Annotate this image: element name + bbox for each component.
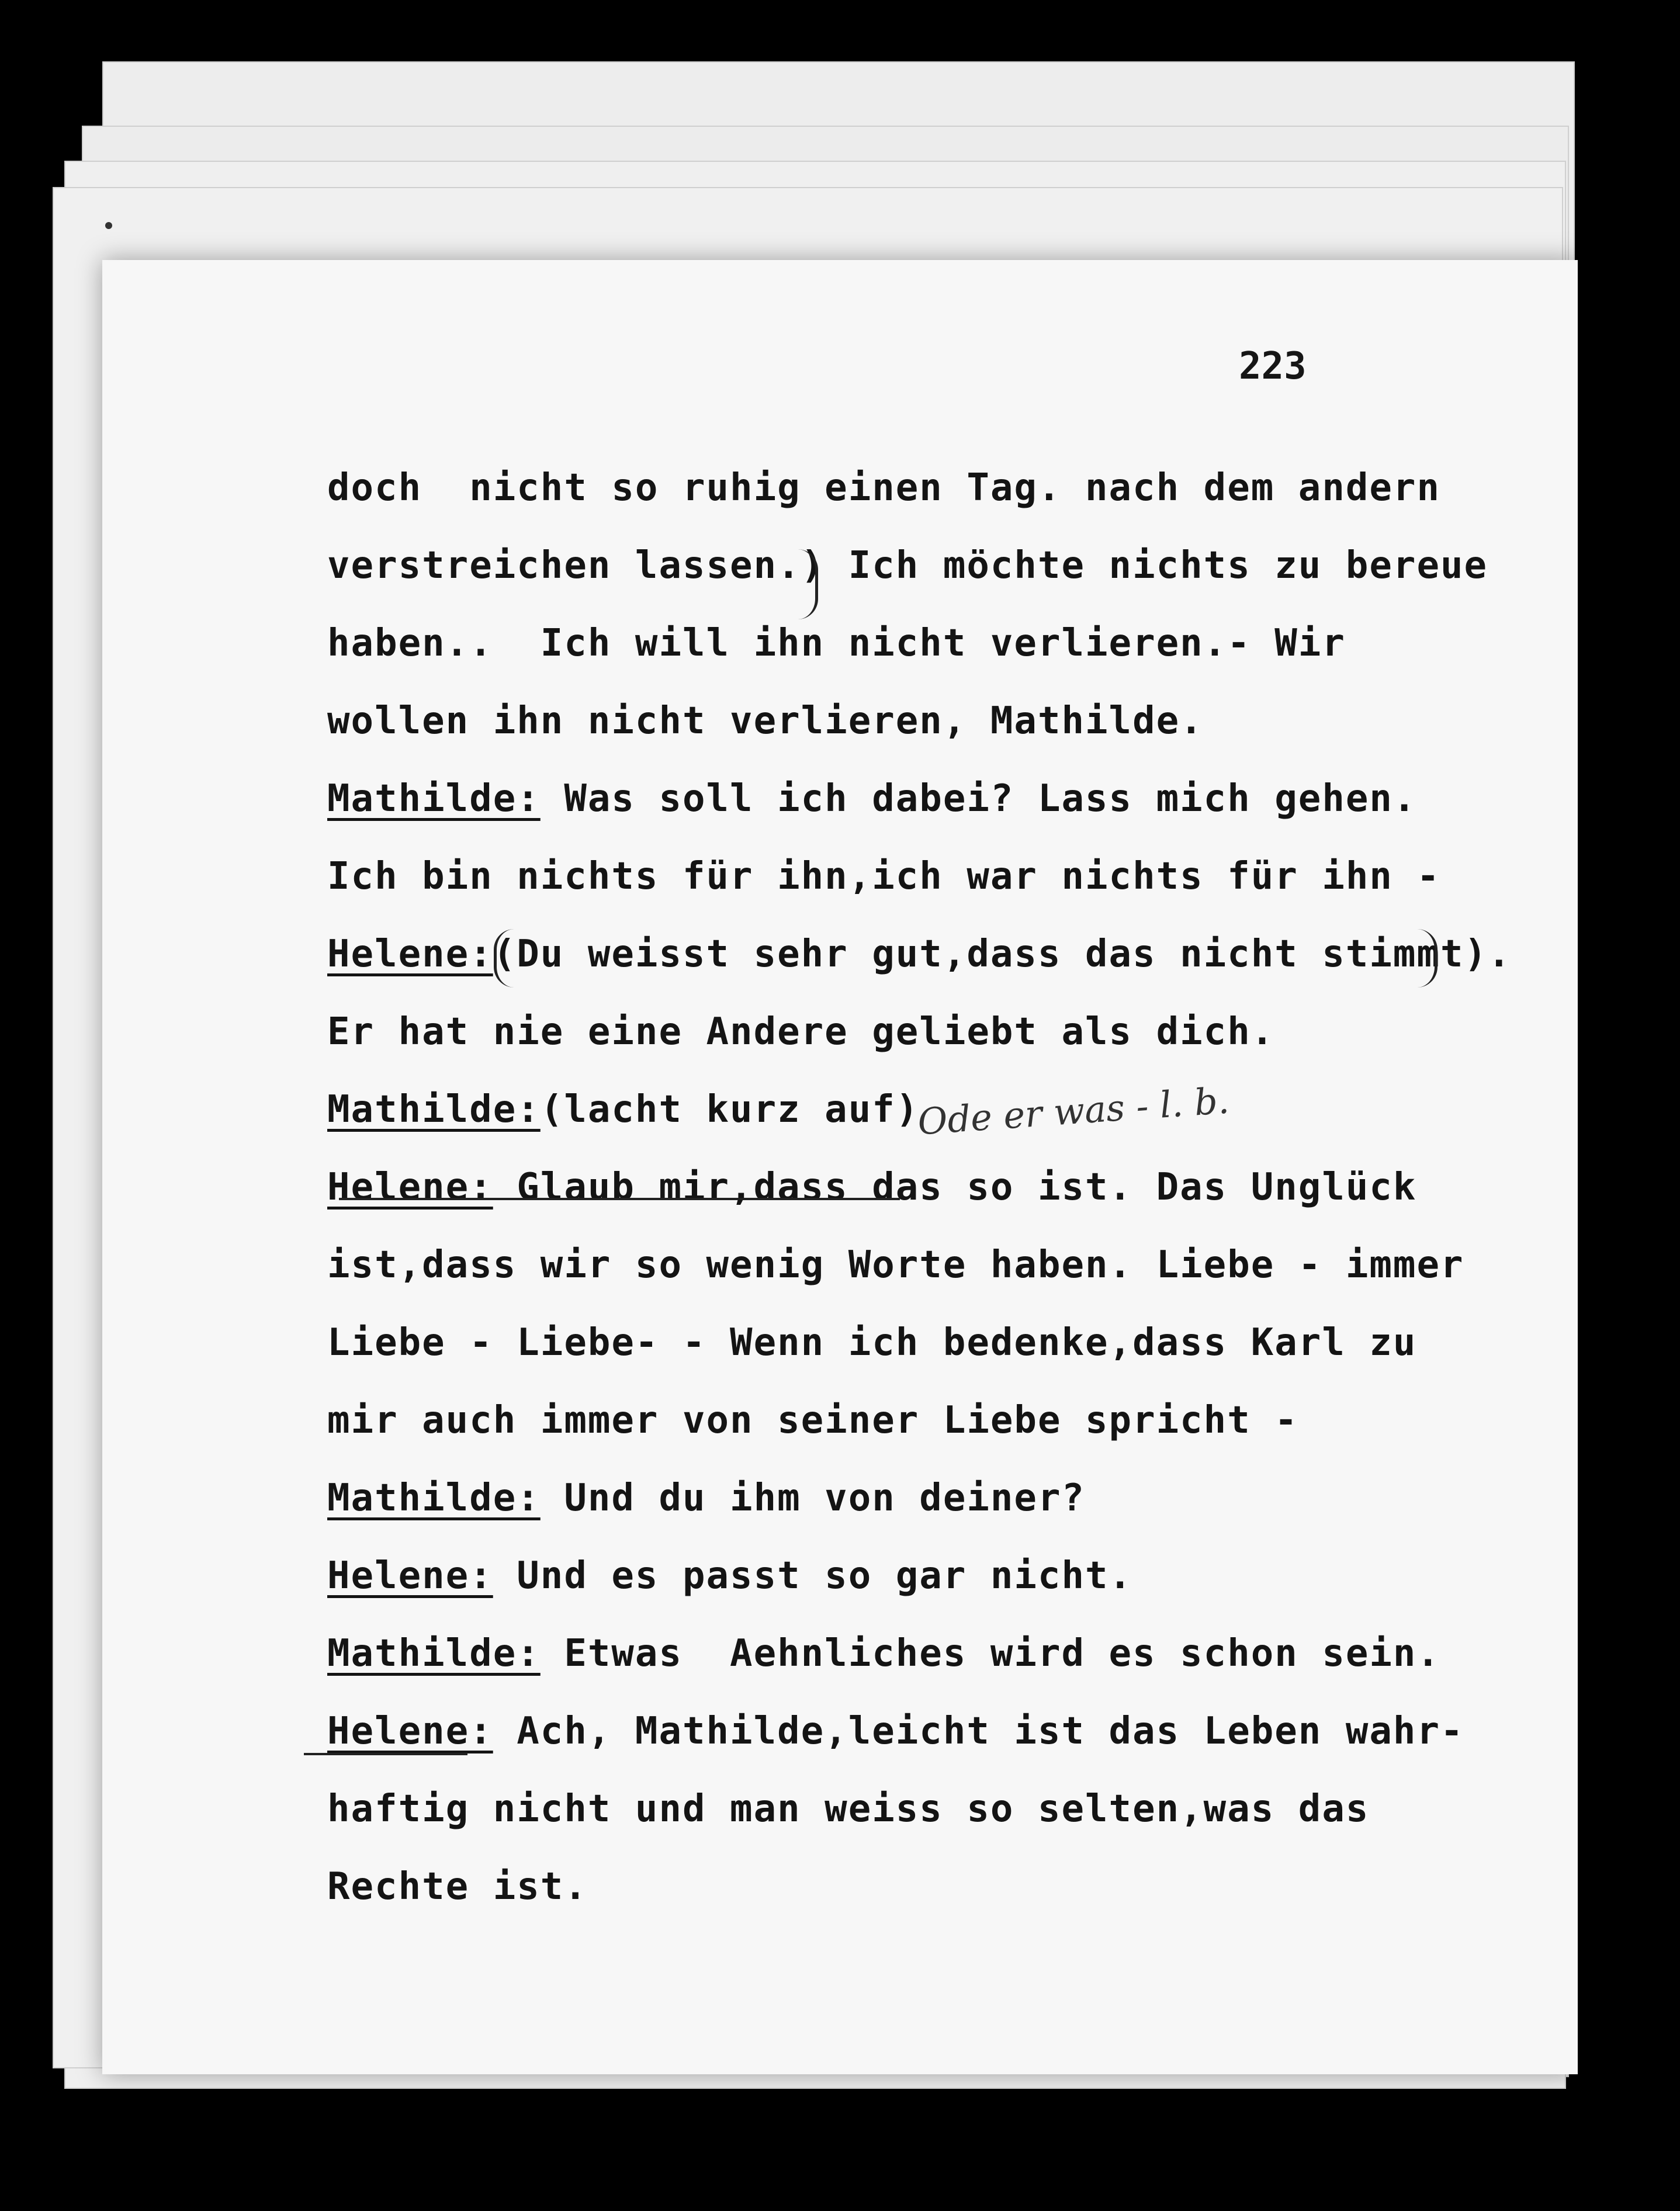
line-text: mir auch immer von seiner Liebe spricht - <box>327 1399 1298 1442</box>
speaker-name: Mathilde: <box>327 777 541 820</box>
speaker-name: Mathilde: <box>327 1632 541 1675</box>
speaker-name: Helene: <box>327 1710 493 1753</box>
script-line <box>327 1394 1531 1472</box>
line-text: Glaub mir,dass das so ist. Das Unglück <box>493 1166 1417 1209</box>
line-text: Ach, Mathilde,leicht ist das Leben wahr- <box>493 1710 1464 1753</box>
line-text: Was soll ich dabei? Lass mich gehen. <box>540 777 1417 820</box>
line-text: (lacht kurz auf) <box>540 1088 920 1131</box>
script-line <box>327 1783 1531 1860</box>
line-text: verstreichen lassen.) Ich möchte nichts zu bereue <box>327 544 1488 587</box>
page-number: 223 <box>1239 345 1307 388</box>
line-text: Etwas Aehnliches wird es schon sein. <box>540 1632 1440 1675</box>
line-text: Und du ihm von deiner? <box>540 1477 1085 1520</box>
speaker-name: Helene: <box>327 1554 493 1597</box>
speaker-name: Mathilde: <box>327 1088 541 1131</box>
script-line <box>327 1316 1531 1394</box>
script-line <box>327 462 1531 539</box>
script-line <box>327 1860 1531 1938</box>
line-text: haftig nicht und man weiss so selten,was das <box>327 1787 1370 1831</box>
line-text: (Du weisst sehr gut,dass das nicht stimmt). <box>493 933 1512 976</box>
script-line <box>327 1550 1531 1627</box>
script-line <box>327 850 1531 928</box>
line-text: doch nicht so ruhig einen Tag. nach dem andern <box>327 466 1440 510</box>
speaker-name: Helene: <box>327 933 493 976</box>
script-line <box>327 617 1531 695</box>
speaker-name: Helene: <box>327 1166 493 1209</box>
script-line <box>327 1705 1531 1783</box>
script-line <box>327 772 1531 850</box>
line-text: Rechte ist. <box>327 1865 588 1908</box>
script-line <box>327 1627 1531 1705</box>
line-text: Ich bin nichts für ihn,ich war nichts für ihn - <box>327 855 1440 898</box>
line-text: Und es passt so gar nicht. <box>493 1554 1133 1597</box>
pencil-bracket-mark <box>798 549 818 619</box>
line-text: Liebe - Liebe- - Wenn ich bedenke,dass Karl zu <box>327 1321 1417 1364</box>
speaker-name: Mathilde: <box>327 1477 541 1520</box>
handwritten-margin-note: Ode er was - l. b. <box>916 1079 1231 1143</box>
line-text: wollen ihn nicht verlieren, Mathilde. <box>327 699 1204 743</box>
pencil-underline-mark <box>339 1198 900 1200</box>
script-line <box>327 1472 1531 1550</box>
script-line <box>327 1006 1531 1083</box>
line-text: ist,dass wir so wenig Worte haben. Liebe - immer <box>327 1243 1464 1287</box>
script-line <box>327 695 1531 772</box>
scan-dot <box>105 222 112 229</box>
script-line <box>327 539 1531 617</box>
pencil-underline-mark <box>304 1753 467 1755</box>
line-text: Er hat nie eine Andere geliebt als dich. <box>327 1010 1275 1053</box>
script-line <box>327 1239 1531 1316</box>
line-text: haben.. Ich will ihn nicht verlieren.- Wir <box>327 622 1346 665</box>
